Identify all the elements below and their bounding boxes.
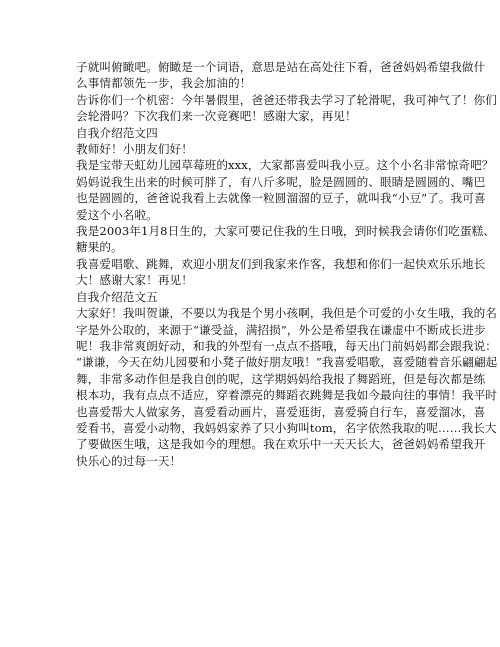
paragraph-line: 舞，非常多动作但是我自创的呢，这学期妈妈给我报了舞蹈班，但是每次都是练: [76, 371, 486, 386]
paragraph-line: 根本功，我有点点不适应，穿着漂亮的舞蹈衣跳舞是我如今最向往的事情！我平时: [76, 388, 497, 403]
paragraph-line: 快乐心的过每一天！: [76, 453, 182, 468]
paragraph-line: 会轮滑吗？下次我们来一次竞赛吧！感谢大家，再见！: [76, 109, 357, 124]
paragraph-line: 也是圆圆的，爸爸说我看上去就像一粒圆溜溜的豆子，就叫我“小豆”了。我可喜: [76, 191, 486, 206]
paragraph-line: 妈妈说我生出来的时候可胖了，有八斤多呢，脸是圆圆的、眼睛是圆圆的、嘴巴: [76, 174, 486, 189]
paragraph-line: “谦谦，今天在幼儿园要和小凳子做好朋友哦！”我喜爱唱歌，喜爱随着音乐翩翩起: [76, 355, 498, 370]
paragraph-line: 教师好！小朋友们好！: [76, 142, 193, 157]
paragraph-line: 也喜爱帮大人做家务，喜爱看动画片，喜爱逛街，喜爱骑自行车，喜爱溜冰，喜: [76, 404, 486, 419]
paragraph-line: 字是外公取的，来源于“谦受益，满招损”，外公是希望我在谦虚中不断成长进步: [76, 322, 486, 337]
paragraph-line: 了要做医生哦，这是我如今的理想。我在欢乐中一天天长大，爸爸妈妈希望我开: [76, 437, 486, 452]
paragraph-line: 呢！我非常爽朗好动，和我的外型有一点点不搭哦，每天出门前妈妈都会跟我说：: [76, 338, 497, 353]
section-heading: 自我介绍范文五: [76, 289, 158, 304]
paragraph-line: 大！感谢大家！再见！: [76, 273, 193, 288]
paragraph-line: 么事情都领先一步，我会加油的！: [76, 76, 252, 91]
document-body: [76, 59, 498, 469]
paragraph-line: 我是宝带天虹幼儿园草莓班的xxx，大家都喜爱叫我小豆。这个小名非常惊奇吧？: [76, 158, 494, 173]
paragraph-line: 爱这个小名啦。: [76, 207, 158, 222]
section-heading: 自我介绍范文四: [76, 125, 158, 140]
paragraph-line: 糖果的。: [76, 240, 123, 255]
paragraph-line: 子就叫俯瞰吧。俯瞰是一个词语，意思是站在高处往下看，爸爸妈妈希望我做什: [76, 60, 486, 74]
paragraph-line: 大家好！我叫贺谦，不要以为我是个男小孩啊，我但是个可爱的小女生哦，我的名: [76, 306, 497, 321]
paragraph-line: 我是2003年1月8日生的，大家可要记住我的生日哦，到时候我会请你们吃蛋糕、: [76, 224, 496, 239]
paragraph-line: 告诉你们一个机密：今年暑假里，爸爸还带我去学习了轮滑呢，我可神气了！你们: [76, 92, 497, 107]
paragraph-line: 我喜爱唱歌、跳舞，欢迎小朋友们到我家来作客，我想和你们一起快欢乐乐地长: [76, 256, 486, 271]
paragraph-line: 爱看书，喜爱小动物，我妈妈家养了只小狗叫tom，名字依然我取的呢……我长大: [76, 420, 497, 435]
